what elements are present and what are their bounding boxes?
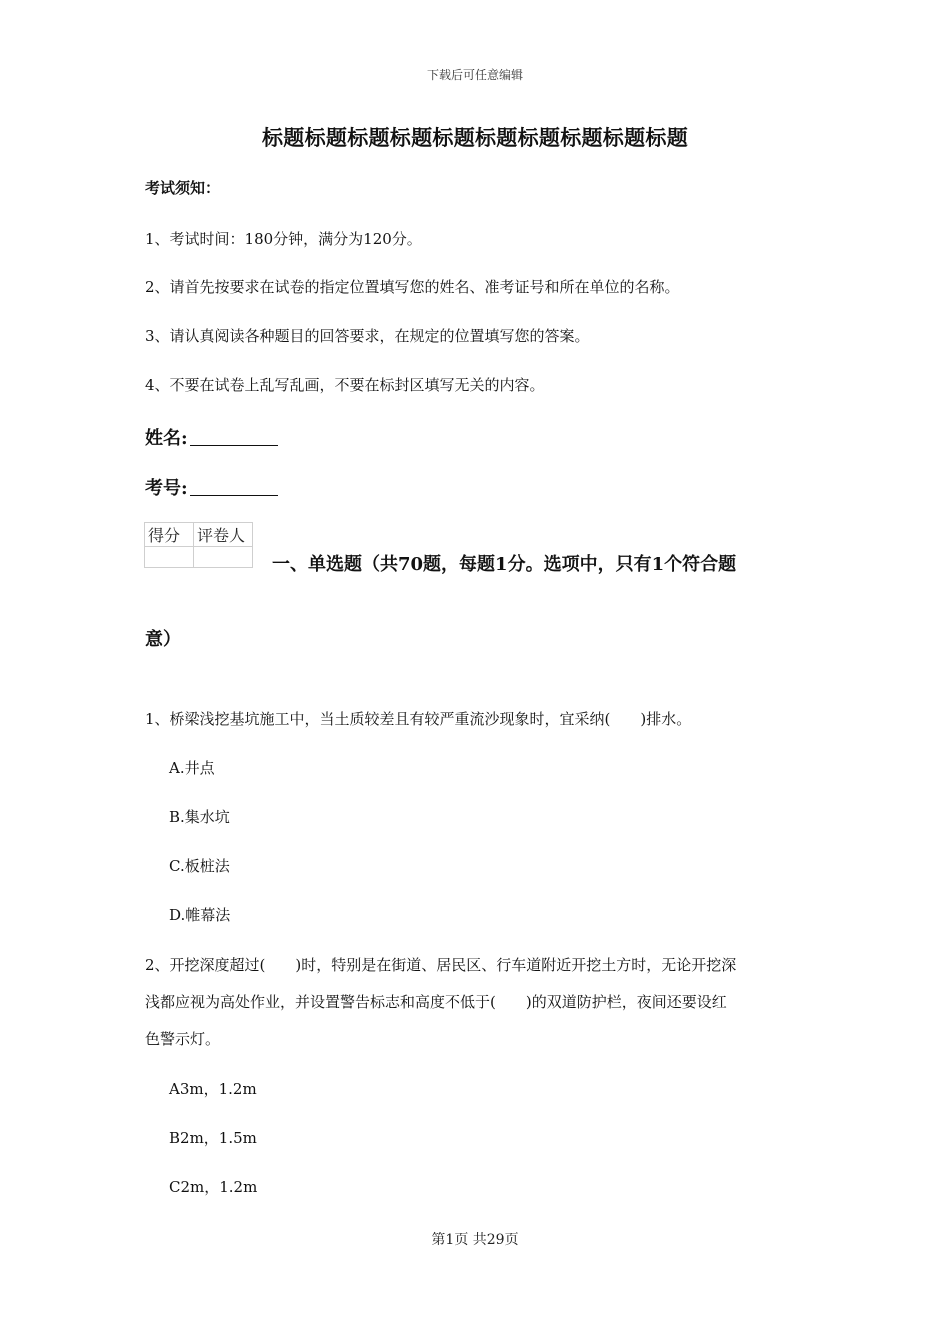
header-note: 下载后可任意编辑 — [426, 68, 523, 82]
question-2-option-c[interactable]: C2m，1.2m — [169, 1178, 258, 1196]
document-title: 标题标题标题标题标题标题标题标题标题标题 — [262, 125, 688, 150]
question-2-option-b[interactable]: B2m，1.5m — [169, 1129, 257, 1147]
question-2-text-line-2: 浅都应视为高处作业，并设置警告标志和高度不低于( )的双道防护栏，夜间还要设红 — [145, 993, 727, 1011]
name-blank[interactable] — [190, 427, 278, 446]
notice-item-1: 1、考试时间：180分钟，满分为120分。 — [145, 230, 422, 248]
section-heading-continued: 意） — [145, 629, 181, 650]
page-footer: 第1页 共29页 — [431, 1232, 519, 1248]
section-heading: 一、单选题（共70题，每题1分。选项中，只有1个符合题 — [272, 554, 737, 575]
id-blank[interactable] — [190, 477, 278, 496]
notice-heading: 考试须知： — [145, 179, 221, 197]
name-label: 姓名: — [145, 428, 188, 449]
question-1-option-d[interactable]: D.帷幕法 — [169, 906, 231, 924]
score-table — [144, 522, 253, 568]
question-1-text: 1、桥梁浅挖基坑施工中，当土质较差且有较严重流沙现象时，宜采纳( )排水。 — [145, 710, 692, 728]
score-header: 得分 — [145, 523, 194, 547]
question-2-option-a[interactable]: A3m，1.2m — [169, 1080, 257, 1098]
id-field — [145, 474, 278, 500]
question-1-option-c[interactable]: C.板桩法 — [169, 857, 230, 875]
name-field — [145, 424, 278, 450]
score-cell[interactable] — [145, 547, 194, 568]
question-2-text-line-1: 2、开挖深度超过( )时，特别是在街道、居民区、行车道附近开挖土方时，无论开挖深 — [145, 956, 737, 974]
grader-header: 评卷人 — [194, 523, 253, 547]
id-label: 考号: — [145, 478, 188, 499]
notice-item-3: 3、请认真阅读各种题目的回答要求，在规定的位置填写您的答案。 — [145, 327, 590, 345]
notice-item-2: 2、请首先按要求在试卷的指定位置填写您的姓名、准考证号和所在单位的名称。 — [145, 278, 680, 296]
notice-item-4: 4、不要在试卷上乱写乱画，不要在标封区填写无关的内容。 — [145, 376, 545, 394]
grader-cell[interactable] — [194, 547, 253, 568]
question-1-option-a[interactable]: A.井点 — [169, 759, 215, 777]
question-2-text-line-3: 色警示灯。 — [145, 1030, 221, 1048]
question-1-option-b[interactable]: B.集水坑 — [169, 808, 230, 826]
